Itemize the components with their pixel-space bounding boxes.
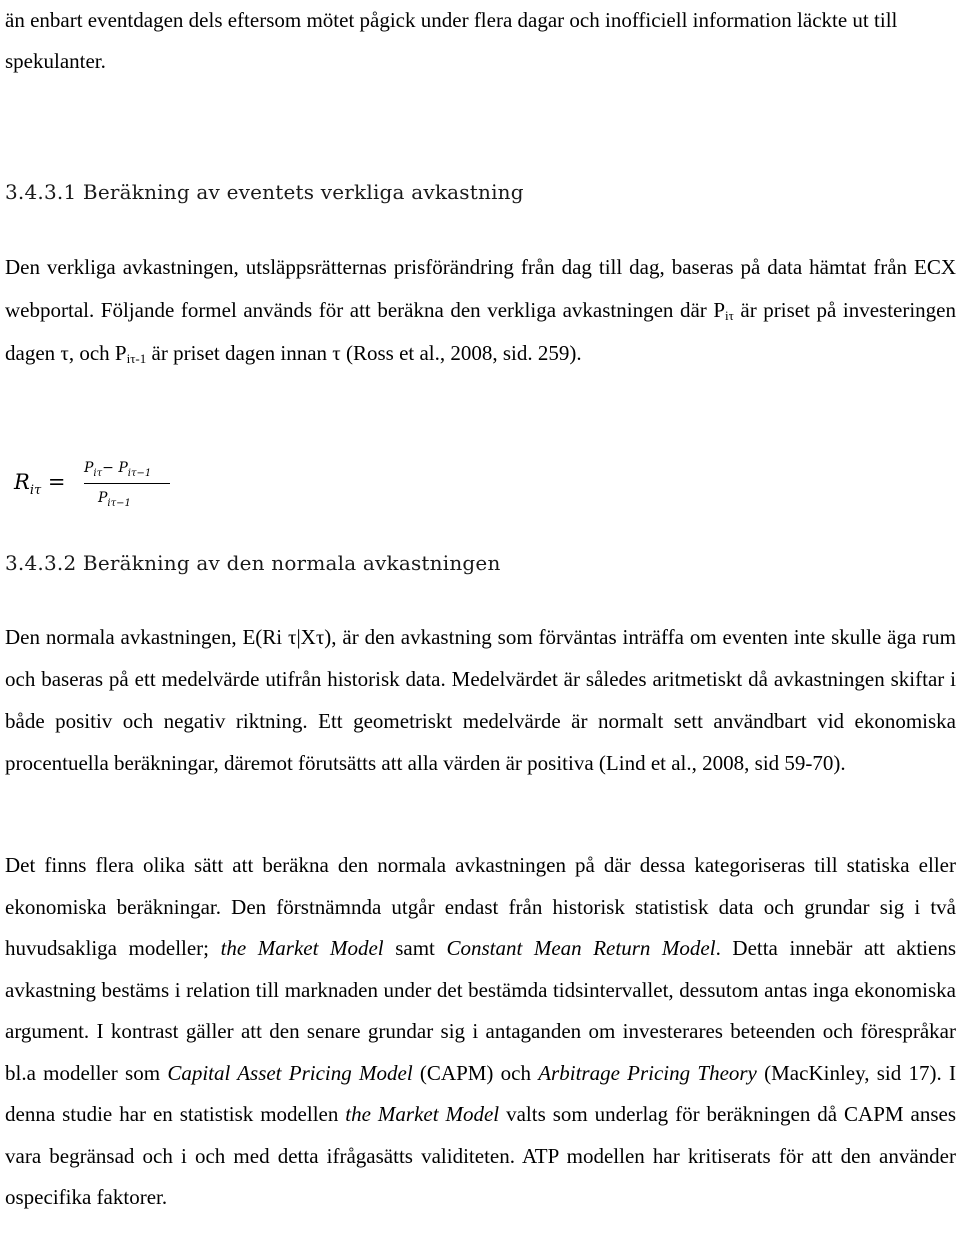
formula-den-p: P: [98, 490, 108, 506]
section-heading-3-4-3-2: 3.4.3.2 Beräkning av den normala avkastningen: [5, 551, 501, 575]
price-subscript-i-tau-minus-1: iτ-1: [126, 351, 147, 366]
formula-equals: =: [41, 470, 66, 494]
models-text-5: (MacKinley, sid 17). I denna studie har en statistisk modellen: [5, 1060, 956, 1126]
fraction-bar: [84, 483, 170, 484]
constant-mean-return-model-term: Constant Mean Return Model: [446, 936, 716, 960]
models-paragraph: [5, 845, 956, 1219]
actual-return-paragraph: [5, 246, 956, 375]
formula-num-minus: − P: [102, 460, 128, 476]
normal-return-paragraph: Den normala avkastningen, E(Ri τ|Xτ), är den avkastning som förväntas inträffa om eventen inte skulle äga rum och baseras på ett medelvärde utifrån historisk data. Medelvärdet är således aritmetiskt då avkastningen skiftar i både positiv och negativ riktning. Ett geometriskt medelvärde är normalt sett användbart vid ekonomiska procentuella beräkningar, däremot förutsätts att alla värden är positiva (Lind et al., 2008, sid 59-70).: [5, 625, 956, 775]
actual-return-text-3: är priset dagen innan τ (Ross et al., 2008, sid. 259).: [146, 341, 582, 365]
formula-num-p1: P: [84, 460, 94, 476]
formula-r-symbol: R: [14, 470, 30, 494]
formula-num-p2-sub: iτ−1: [127, 467, 152, 479]
models-text-4: (CAPM) och: [412, 1060, 539, 1085]
price-subscript-i-tau: iτ: [725, 308, 734, 323]
capm-term: Capital Asset Pricing Model: [167, 1060, 413, 1085]
intro-paragraph: än enbart eventdagen dels eftersom mötet pågick under flera dagar och inofficiell information läckte ut till spekulanter.: [5, 8, 898, 73]
apt-term: Arbitrage Pricing Theory: [538, 1060, 757, 1085]
models-text-3: . Detta innebär att aktiens avkastning bestäms i relation till marknaden under det bestämda tidsintervallet, dessutom antas inga ekonomiska argument. I kontrast gäller att den senare grundar sig i antaganden om investerares beteenden och förespråkar bl.a modeller som: [5, 936, 956, 1085]
section-heading-3-4-3-1: 3.4.3.1 Beräkning av eventets verkliga avkastning: [5, 180, 524, 204]
formula-num-p1-sub: iτ: [93, 467, 103, 479]
models-text-1: Det finns flera olika sätt att beräkna den normala avkastningen på där dessa kategoriseras till statiska eller ekonomiska beräkningar. Den förstnämnda utgår endast från historisk statistisk data och grundar sig i två huvudsakliga modeller;: [5, 853, 956, 960]
market-model-term-2: the Market Model: [345, 1102, 500, 1126]
formula-den-sub: iτ−1: [107, 497, 131, 509]
formula-denominator: [98, 490, 131, 509]
actual-return-text-1: Den verkliga avkastningen, utsläppsrätternas prisförändring från dag till dag, baseras på data hämtat från ECX webportal. Följande formel används för att beräkna den verkliga avkastningen där P: [5, 255, 956, 322]
market-model-term: the Market Model: [220, 936, 384, 960]
models-text-6: valts som underlag för beräkningen då CAPM anses vara begränsad och i och med detta ifrågasätts validiteten. ATP modellen har kritiserats för att den använder ospecifika faktorer.: [5, 1102, 957, 1209]
models-text-2: samt: [383, 936, 447, 960]
actual-return-text-2: är priset på investeringen dagen τ, och P: [5, 298, 956, 365]
formula-r-subscript: iτ: [29, 483, 42, 499]
formula-numerator: [84, 460, 151, 479]
formula-lhs: [14, 470, 65, 498]
